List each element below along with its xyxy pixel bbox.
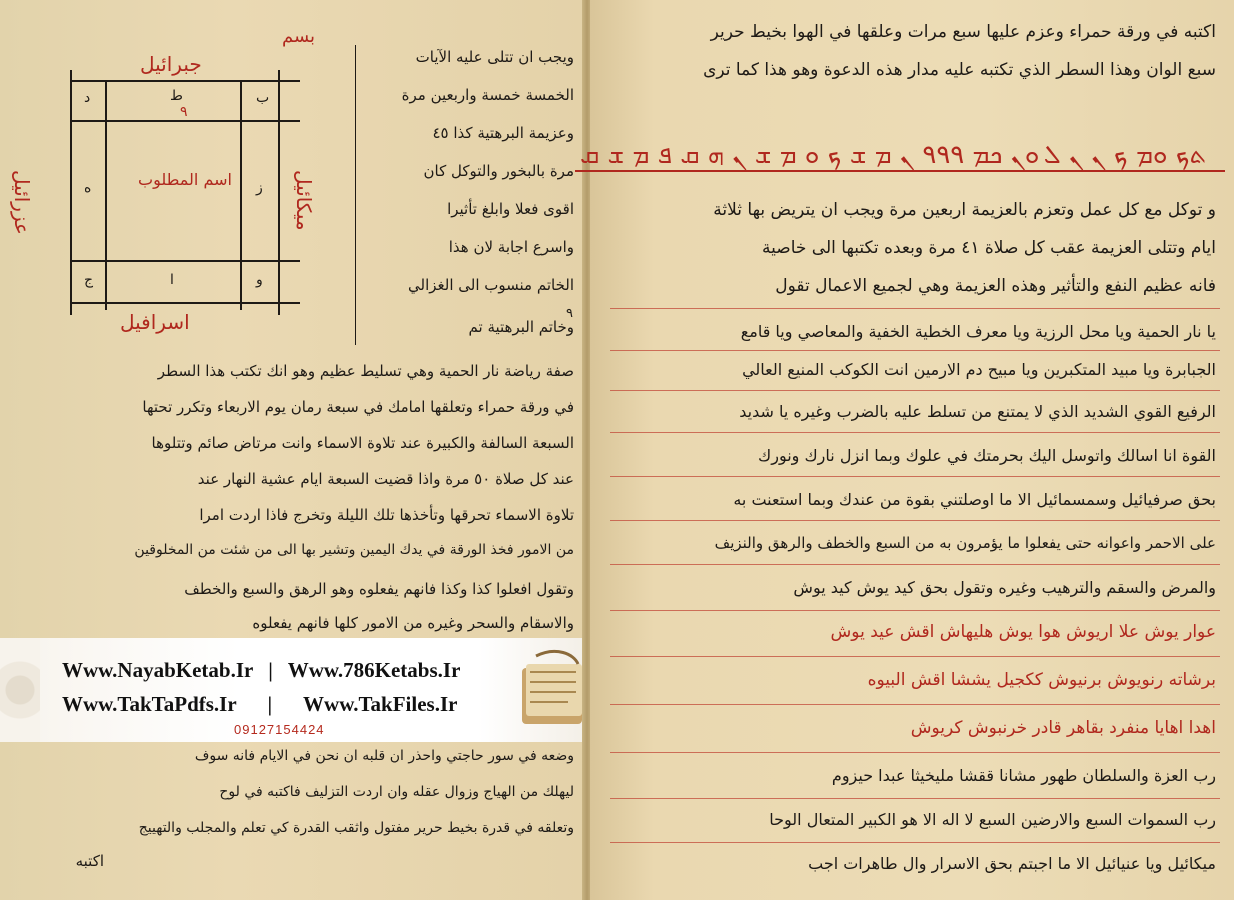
- text-line: تلاوة الاسماء تحرقها وتأخذها تلك الليلة وتخرج فاذا اردت امرا: [199, 506, 574, 524]
- column-divider: [355, 45, 356, 345]
- watermark-link[interactable]: Www.786Ketabs.Ir: [287, 658, 461, 682]
- text-line: رب السموات السبع والارضين السبع لا اله الا هو الكبير المتعال الوحا: [769, 810, 1216, 829]
- text-line: برشاته رنويوش برنيوش ككجيل يششا اقش البيوه: [867, 670, 1216, 690]
- cell-bottom-left: ج: [84, 272, 94, 288]
- talisman-corner-mark: بسم: [282, 26, 316, 47]
- text-line: السبعة السالفة والكبيرة عند تلاوة الاسماء وانت مرتاض صائم وتتلوها: [151, 434, 574, 452]
- text-line: في ورقة حمراء وتعلقها امامك في سبعة رمان يوم الاربعاء وتكرر تحتها: [142, 398, 574, 416]
- text-line: والمرض والسقم والترهيب وغيره وتقول بحق كيد يوش كيد يوش: [793, 578, 1216, 597]
- cell-top-left: د: [84, 90, 91, 106]
- text-line: سبع الوان وهذا السطر الذي تكتبه عليه مدار هذه الدعوة وهو هذا كما ترى: [703, 60, 1216, 80]
- side-text-line: وعزيمة البرهتية كذا ٤٥: [432, 124, 574, 142]
- watermark-link[interactable]: Www.TakFiles.Ir: [303, 692, 458, 716]
- cell-bottom-right: و: [256, 272, 263, 288]
- cell-top-right: ب: [256, 90, 270, 106]
- watermark-phone: 09127154424: [234, 722, 325, 737]
- text-line: وضعه في سور حاجتي واحذر ان قلبه ان نحن في الايام فانه سوف: [194, 748, 574, 764]
- talisman-left-label: عزرائيل: [10, 170, 34, 235]
- red-rule: [610, 520, 1220, 521]
- side-text-line: اقوى فعلا وابلغ تأثيرا: [447, 200, 574, 218]
- text-line: ليهلك من الهياج وزوال عقله وان اردت التزليف فاكتبه في لوح: [219, 784, 574, 800]
- text-line: اهدا اهايا منفرد بقاهر قادر خرنبوش كريوش: [910, 718, 1216, 738]
- watermark-separator: |: [267, 692, 273, 716]
- side-text-line: الخمسة خمسة واربعين مرة: [401, 86, 574, 104]
- text-line: صفة رياضة نار الحمية وهي تسليط عظيم وهو انك تكتب هذا السطر: [157, 362, 574, 380]
- left-page: [0, 0, 584, 900]
- watermark-banner: [0, 638, 598, 742]
- talisman-top-label: جبرائيل: [140, 52, 202, 76]
- text-line: الجبابرة ويا مبيد المتكبرين ويا مبيح دم الارمين انت الكوكب المنيع العالي: [742, 360, 1216, 379]
- margin-mark: ٩: [566, 306, 573, 321]
- red-rule: [610, 610, 1220, 611]
- text-line: عوار يوش علا اريوش هوا يوش هليهاش اقش عيد يوش: [830, 622, 1216, 642]
- watermark-row-2: [62, 692, 457, 717]
- talisman-square: [10, 26, 330, 350]
- red-rule: [610, 656, 1220, 657]
- side-text-line: وخاتم البرهتية تم: [468, 318, 574, 336]
- cell-bottom-middle: ا: [170, 272, 174, 288]
- right-page: [566, 0, 1234, 900]
- grid-line: [278, 70, 280, 315]
- watermark-row-1: [62, 658, 460, 683]
- cell-middle-left: ه: [84, 180, 92, 196]
- text-line: الرفيع القوي الشديد الذي لا يمتنع من تسلط عليه بالضرب وغيره يا شديد: [739, 402, 1216, 421]
- text-line: من الامور فخذ الورقة في يدك اليمين وتشير بها الى من شئت من المخلوقين: [134, 542, 574, 558]
- text-line: فانه عظيم النفع والتأثير وهذه العزيمة وهي لجميع الاعمال تقول: [775, 276, 1216, 296]
- grid-line: [105, 80, 107, 310]
- cell-top-middle-number: ٩: [180, 104, 188, 120]
- cipher-underline: [575, 170, 1225, 172]
- text-line: ايام وتتلى العزيمة عقب كل صلاة ٤١ مرة وبعده تكتبها الى خاصية: [762, 238, 1216, 258]
- text-line: وتعلقه في قدرة بخيط حرير مفتول واثقب القدرة كي تعلم والمجلب والتهييج: [138, 820, 574, 836]
- side-text-line: الخاتم منسوب الى الغزالي: [408, 276, 574, 294]
- red-rule: [610, 308, 1220, 309]
- grid-line: [70, 70, 72, 315]
- red-rule: [610, 350, 1220, 351]
- talisman-right-label: ميكائيل: [292, 170, 316, 231]
- cell-middle-right: ز: [256, 180, 263, 196]
- text-line: والاسقام والسحر وغيره من الامور كلها فانهم يفعلوه: [252, 614, 574, 632]
- text-line: يا نار الحمية ويا محل الرزية ويا معرف الخطية الخفية والمعاصي ويا قامع: [740, 322, 1216, 341]
- watermark-link[interactable]: Www.NayabKetab.Ir: [62, 658, 253, 682]
- watermark-link[interactable]: Www.TakTaPdfs.Ir: [62, 692, 237, 716]
- text-line: اكتبه: [75, 852, 104, 870]
- red-rule: [610, 476, 1220, 477]
- red-rule: [610, 798, 1220, 799]
- ornament-icon: [0, 638, 40, 742]
- red-rule: [610, 752, 1220, 753]
- text-line: القوة انا اسالك واتوسل اليك بحرمتك في علوك وبما انزل نارك ونورك: [758, 446, 1216, 465]
- text-line: اكتبه في ورقة حمراء وعزم عليها سبع مرات وعلقها في الهوا بخيط حرير: [710, 22, 1216, 42]
- talisman-bottom-label: اسرافيل: [120, 310, 190, 334]
- red-rule: [610, 432, 1220, 433]
- side-text-line: واسرع اجابة لان هذا: [448, 238, 574, 256]
- text-line: بحق صرفيائيل وسمسمائيل الا ما اوصلتني بقوة من عندك وبما استعنت به: [733, 490, 1216, 509]
- cipher-glyph-row: ܬܟ ܘܡ ܟ ܢ ܢ ܠ ܘܢ ܟܡ ٩٩٩ ܢ ܡ ܫ ܟ ܘ ܡ ܫ ܢ ܗ ܩ ܦ ܡ ܫ ܩ: [580, 140, 1207, 170]
- text-line: رب العزة والسلطان طهور مشانا ققشا مليخيثا عبدا حيزوم: [831, 766, 1216, 785]
- red-rule: [610, 390, 1220, 391]
- text-line: ميكائيل ويا عنيائيل الا ما اجبتم بحق الاسرار وال طاهرات اجب: [808, 854, 1216, 873]
- text-line: على الاحمر واعوانه حتى يفعلوا ما يؤمرون به من السبع والخطف والرهق والنزيف: [714, 534, 1216, 552]
- book-icon: [516, 646, 592, 734]
- red-rule: [610, 564, 1220, 565]
- side-text-line: ويجب ان تتلى عليه الآيات: [415, 48, 574, 66]
- red-rule: [610, 842, 1220, 843]
- text-line: عند كل صلاة ٥٠ مرة واذا قضيت السبعة ايام عشية النهار عند: [197, 470, 574, 488]
- red-rule: [610, 704, 1220, 705]
- side-text-line: مرة بالبخور والتوكل كان: [423, 162, 574, 180]
- cell-top-middle: ط: [170, 88, 183, 104]
- grid-line: [240, 80, 242, 310]
- watermark-separator: |: [268, 658, 273, 682]
- talisman-center-name: اسم المطلوب: [138, 170, 232, 189]
- text-line: و توكل مع كل عمل وتعزم بالعزيمة اربعين مرة ويجب ان يتريض بها ثلاثة: [713, 200, 1216, 220]
- text-line: وتقول افعلوا كذا وكذا فانهم يفعلوه وهو الرهق والسبع والخطف: [184, 580, 574, 598]
